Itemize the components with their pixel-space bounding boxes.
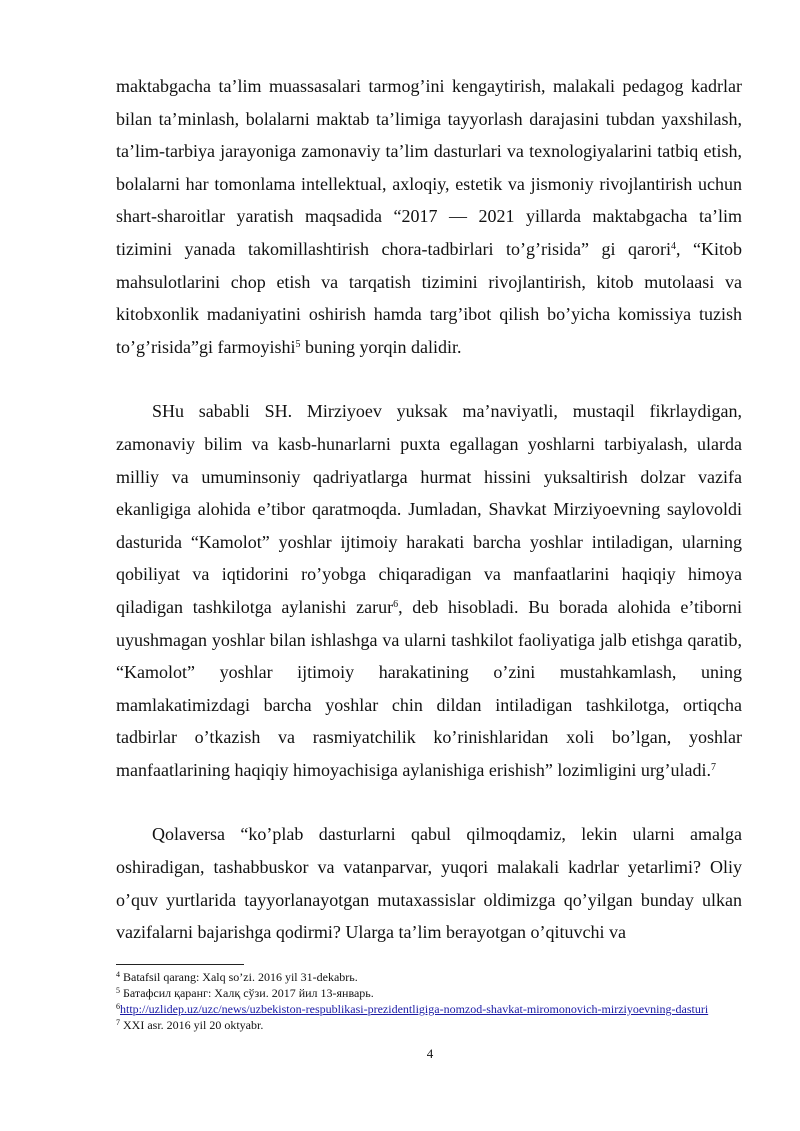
paragraph-2-text-a: SHu sababli SH. Mirziyoev yuksak ma’naviyatli, mustaqil fikrlaydigan, zamonaviy bilim va kasb-hunarlarni puxta egallagan yoshlarni tarbiyalash, ularda milliy va umuminsoniy qadriyatlarga hurmat hissini yuksaltirish dolzar vazifa ekanligiga alohida e’tibor qaratmoqda. Jumladan, Shavkat Mirziyoevning saylovoldi dasturida “Kamolot” yoshlar ijtimoiy harakati barcha yoshlar intiladigan, ularning qobiliyat va iqtidorini ro’yobga chiqaradigan va manfaatlarini haqiqiy himoya qiladigan tashkilotga aylanishi zarur xyxy=(116,401,742,617)
footnote-number: 4 xyxy=(116,970,120,979)
paragraph-1 xyxy=(116,70,742,363)
footnote-text: XXI asr. 2016 yil 20 oktyabr. xyxy=(120,1018,264,1032)
page-number: 4 xyxy=(426,1046,434,1061)
footnote-ref-4[interactable]: 4 xyxy=(670,240,676,252)
paragraph-1-text-b: , “Kitob mahsulotlarini chop etish va tarqatish tizimini rivojlantirish, kitob mutolaasi va kitobxonlik madaniyatini oshirish hamda targ’ibot qilish bo’yicha komissiya tuzish to’g’risida”gi farmoyishi xyxy=(116,238,742,357)
footnote-number: 5 xyxy=(116,986,120,995)
footnote-4 xyxy=(116,969,756,985)
paragraph-2-text-b: , deb hisobladi. Bu borada alohida e’tiborni uyushmagan yoshlar bilan ishlashga va ularni tashkilot faoliyatiga jalb etishga qaratib, “Kamolot” yoshlar ijtimoiy harakatining o’zini mustahkamlash, uning mamlakatimizdagi barcha yoshlar chin dildan intiladigan tashkilotga, ortiqcha tadbirlar o’tkazish va rasmiyatchilik ko’rinishlaridan xoli bo’lgan, yoshlar manfaatlarining haqiqiy himoyachisiga aylanishiga erishish” lozimligini urg’uladi. xyxy=(116,596,742,780)
footnote-text: Батафсил қаранг: Халқ сўзи. 2017 йил 13-январь. xyxy=(120,986,374,1000)
footnotes xyxy=(116,969,756,1033)
footnote-number: 6 xyxy=(116,1002,120,1011)
footnote-6 xyxy=(116,1001,756,1017)
page-body xyxy=(116,70,742,949)
footnote-7 xyxy=(116,1017,756,1033)
footnote-ref-7[interactable]: 7 xyxy=(711,761,717,773)
footnote-link[interactable]: http://uzlidep.uz/uzc/news/uzbekiston-respublikasi-prezidentligiga-nomzod-shavkat-miromonovich-mirziyoevning-dasturi xyxy=(120,1002,709,1016)
paragraph-3-text: Qolaversa “ko’plab dasturlarni qabul qilmoqdamiz, lekin ularni amalga oshiradigan, tashabbuskor va vatanparvar, yuqori malakali kadrlar yetarlimi? Oliy o’quv yurtlarida tayyorlanayotgan mutaxassislar oldimizga qo’yilgan bunday ulkan vazifalarni bajarishga qodirmi? Ularga ta’lim berayotgan o’qituvchi va xyxy=(116,824,742,943)
paragraph-2 xyxy=(116,395,742,786)
footnote-text: Batafsil qarang: Xalq so’zi. 2016 yil 31-dekabrь. xyxy=(120,970,358,984)
paragraph-3 xyxy=(116,818,742,948)
footnote-ref-6[interactable]: 6 xyxy=(393,598,399,610)
footnote-separator xyxy=(116,964,244,965)
paragraph-1-text-c: buning yorqin dalidir. xyxy=(300,336,462,357)
footnote-number: 7 xyxy=(116,1018,120,1027)
footnote-ref-5[interactable]: 5 xyxy=(295,338,301,350)
footnote-5 xyxy=(116,985,756,1001)
paragraph-1-text-a: maktabgacha ta’lim muassasalari tarmog’ini kengaytirish, malakali pedagog kadrlar bilan ta’minlash, bolalarni maktab ta’limiga tayyorlash darajasini tubdan yaxshilash, ta’lim-tarbiya jarayoniga zamonaviy ta’lim dasturlari va texnologiyalarini tatbiq etish, bolalarni har tomonlama intellektual, axloqiy, estetik va jismoniy rivojlantirish uchun shart-sharoitlar yaratish maqsadida “2017 — 2021 yillarda maktabgacha ta’lim tizimini yanada takomillashtirish chora-tadbirlari to’g’risida” gi qarori xyxy=(116,76,742,259)
